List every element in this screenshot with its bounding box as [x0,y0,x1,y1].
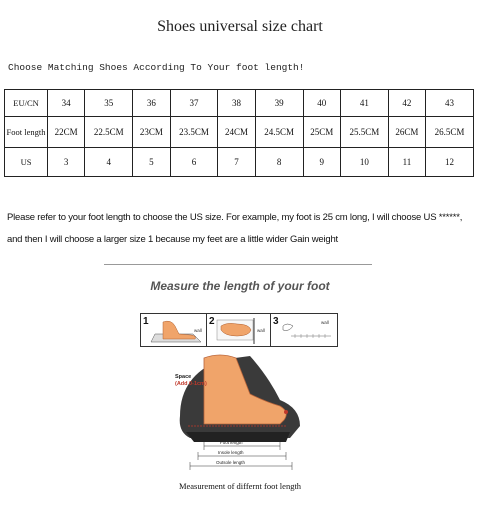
table-cell: 38 [218,90,255,117]
table-cell: 22CM [48,117,85,148]
table-row-us [5,148,474,177]
table-cell: 9 [303,148,340,177]
table-cell: 37 [170,90,218,117]
page-title: Shoes universal size chart [157,18,323,35]
table-cell: 11 [388,148,425,177]
step-number: 2 [209,316,215,327]
step-3-panel [270,313,338,347]
step-1-panel [140,313,208,347]
table-cell: 26.5CM [426,117,474,148]
table-cell: 39 [255,90,303,117]
table-cell: 6 [170,148,218,177]
step-2-panel [206,313,272,347]
foot-measurement-illustration [140,346,340,478]
outsole-length-label: Outsole length [216,460,246,465]
row-header: EU/CN [5,90,48,117]
table-cell: 41 [340,90,388,117]
table-cell: 5 [133,148,170,177]
table-cell: 23.5CM [170,117,218,148]
table-cell: 42 [388,90,425,117]
row-header: Foot length [5,117,48,148]
page-subtitle: Choose Matching Shoes According To Your foot length! [8,62,305,73]
table-row-eu [5,90,474,117]
table-cell: 12 [426,148,474,177]
table-cell: 3 [48,148,85,177]
wall-label: wall [257,328,265,333]
size-table [4,89,474,177]
table-cell: 25.5CM [340,117,388,148]
size-advice-note: Please refer to your foot length to choose the US size. For example, my foot is 25 cm long, I will choose US ******, and then I will choose a larger size 1 because my feet are a little wider Gain weight [7,212,463,245]
table-cell: 7 [218,148,255,177]
table-cell: 35 [85,90,133,117]
table-cell: 8 [255,148,303,177]
table-cell: 40 [303,90,340,117]
step-number: 3 [273,316,279,327]
space-label [175,374,207,388]
table-cell: 36 [133,90,170,117]
foot-length-label: Foot length [220,440,243,445]
table-row-foot-length [5,117,474,148]
table-cell: 10 [340,148,388,177]
table-cell: 43 [426,90,474,117]
table-cell: 22.5CM [85,117,133,148]
table-cell: 26CM [388,117,425,148]
table-cell: 24.5CM [255,117,303,148]
table-cell: 4 [85,148,133,177]
wall-label: wall [194,328,202,333]
table-cell: 25CM [303,117,340,148]
space-allowance: (Add 0-1cm) [175,381,207,387]
diagram-title: Measure the length of your foot [150,279,330,293]
space-label-text: Space [175,374,192,380]
row-header: US [5,148,48,177]
table-cell: 34 [48,90,85,117]
insole-length-label: Insole length [218,450,244,455]
measurement-steps [140,313,338,347]
ruler-icon [271,314,337,346]
diagram-caption: Measurement of differnt foot length [178,481,302,491]
wall-label: wall [321,320,329,325]
table-cell: 24CM [218,117,255,148]
divider [104,264,372,265]
step-number: 1 [143,316,149,327]
table-cell: 23CM [133,117,170,148]
